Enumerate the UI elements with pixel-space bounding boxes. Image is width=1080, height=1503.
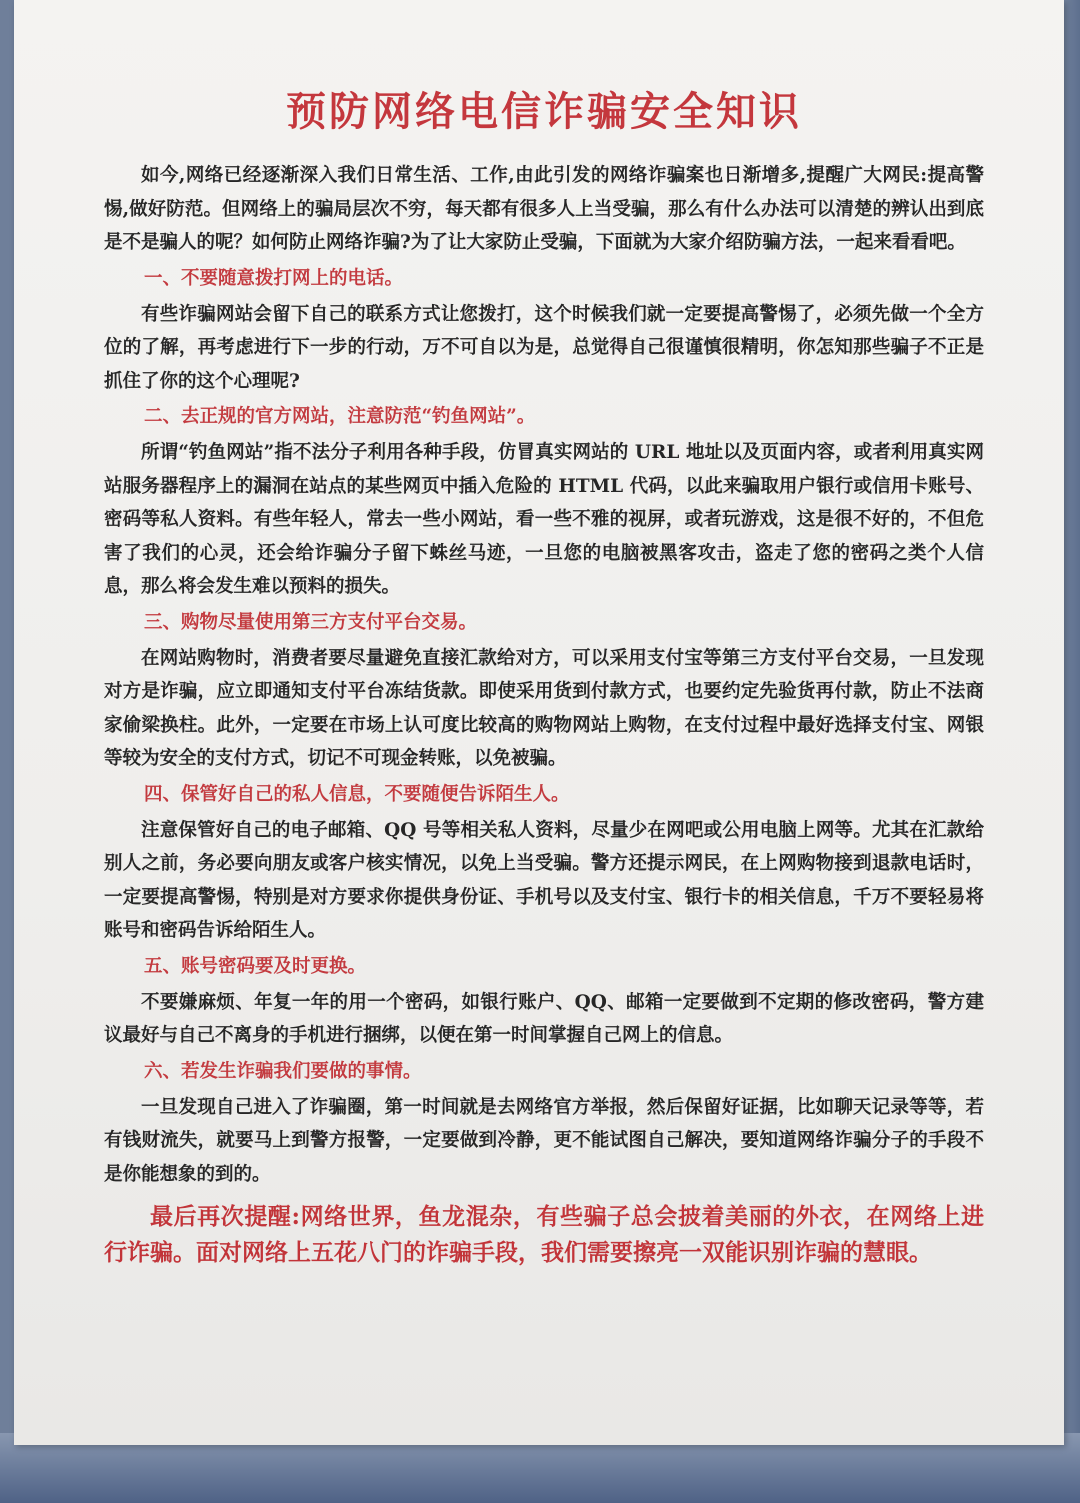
page-title: 预防网络电信诈骗安全知识 (286, 89, 802, 135)
section-body-2: 所谓“钓鱼网站”指不法分子利用各种手段，仿冒真实网站的 URL 地址以及页面内容，或者利用真实网站服务器程序上的漏洞在站点的某些网页中插入危险的 HTML 代码，以此来骗取用户银行或信用卡账号、密码等私人资料。有些年轻人，常去一些小网站，看一些不雅的视屏，或者玩游戏，这是很不好的，不但危害了我们的心灵，还会给诈骗分子留下蛛丝马迹，一旦您的电脑被黑客攻击，盗走了您的密码之类个人信息，那么将会发生难以预料的损失。 (104, 442, 984, 597)
document-content (104, 80, 984, 1271)
section-heading-5: 五、账号密码要及时更换。 (144, 955, 367, 977)
section-heading-1: 一、不要随意拨打网上的电话。 (144, 267, 404, 289)
section-heading-4: 四、保管好自己的私人信息，不要随便告诉陌生人。 (144, 783, 570, 805)
section-body-3: 在网站购物时，消费者要尽量避免直接汇款给对方，可以采用支付宝等第三方支付平台交易，一旦发现对方是诈骗，应立即通知支付平台冻结货款。即使采用货到付款方式，也要约定先验货再付款，防止不法商家偷梁换柱。此外，一定要在市场上认可度比较高的购物网站上购物，在支付过程中最好选择支付宝、网银等较为安全的支付方式，切记不可现金转账，以免被骗。 (104, 647, 984, 769)
section-body-1: 有些诈骗网站会留下自己的联系方式让您拨打，这个时候我们就一定要提高警惕了，必须先做一个全方位的了解，再考虑进行下一步的行动，万不可自以为是，总觉得自己很谨慎很精明，你怎知那些骗子不正是抓住了你的这个心理呢? (104, 303, 984, 392)
intro-paragraph: 如今,网络已经逐渐深入我们日常生活、工作,由此引发的网络诈骗案也日渐增多,提醒广大网民:提高警惕,做好防范。但网络上的骗局层次不穷，每天都有很多人上当受骗，那么有什么办法可以清楚的辨认出到底是不是骗人的呢？如何防止网络诈骗?为了让大家防止受骗，下面就为大家介绍防骗方法，一起来看看吧。 (104, 165, 984, 253)
section-heading-2: 二、去正规的官方网站，注意防范“钓鱼网站”。 (144, 406, 536, 427)
section-body-6: 一旦发现自己进入了诈骗圈，第一时间就是去网络官方举报，然后保留好证据，比如聊天记录等等，若有钱财流失，就要马上到警方报警，一定要做到冷静，更不能试图自己解决，要知道网络诈骗分子的手段不是你能想象的到的。 (104, 1096, 984, 1185)
section-heading-6: 六、若发生诈骗我们要做的事情。 (144, 1060, 422, 1082)
closing-reminder: 最后再次提醒:网络世界，鱼龙混杂，有些骗子总会披着美丽的外衣，在网络上进行诈骗。面对网络上五花八门的诈骗手段，我们需要擦亮一双能识别诈骗的慧眼。 (104, 1203, 984, 1266)
section-body-5: 不要嫌麻烦、年复一年的用一个密码，如银行账户、QQ、邮箱一定要做到不定期的修改密码，警方建议最好与自己不离身的手机进行捆绑，以便在第一时间掌握自己网上的信息。 (104, 991, 984, 1046)
section-body-4: 注意保管好自己的电子邮箱、QQ 号等相关私人资料，尽量少在网吧或公用电脑上网等。尤其在汇款给别人之前，务必要向朋友或客户核实情况，以免上当受骗。警方还提示网民，在上网购物接到退款电话时，一定要提高警惕，特别是对方要求你提供身份证、手机号以及支付宝、银行卡的相关信息，千万不要轻易将账号和密码告诉给陌生人。 (104, 819, 984, 941)
paper-sheet (14, 0, 1064, 1445)
section-heading-3: 三、购物尽量使用第三方支付平台交易。 (144, 611, 478, 633)
